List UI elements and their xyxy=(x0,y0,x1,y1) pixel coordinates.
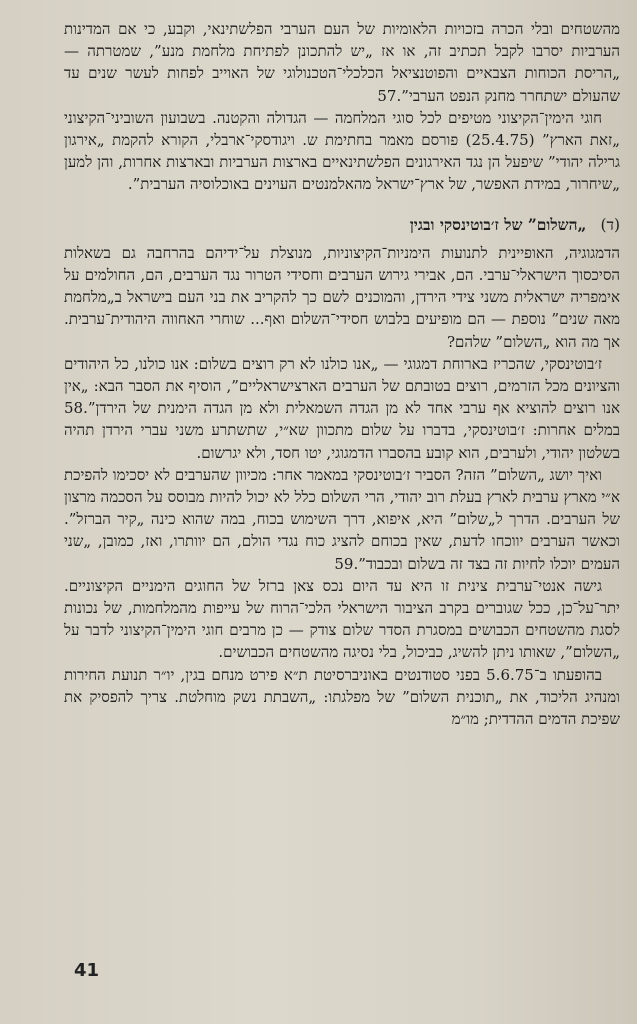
section-letter: (ד) xyxy=(600,215,620,234)
paragraph: הדמגוגיה, האופיינית לתנועות הימניות־הקיצוניות, מנוצלת על־ידיהם בהרחבה גם בשאלות הסיכסוך הישראלי־ערבי. הם, אבירי גירוש הערבים וחסידי הטרור נגד הערבים, הם, החולמים על אימפריה ישראלית משני צידי הירדן, והמוכנים לשם כך להקריב את בני העם בישראל ב„מלחמת מאה שנים” נוספת — הם מופיעים בלבוש חסידי־השלום ואף... שוחרי האחווה היהודית־ערבית. אך מה הוא „השלום” שלהם? xyxy=(64,243,620,351)
text-column xyxy=(64,18,620,730)
paragraph: חוגי הימין־הקיצוני מטיפים לכל סוגי המלחמה — הגדולה והקטנה. בשבועון השוביני־הקיצוני „זאת הארץ” (25.4.75) פורסם מאמר בחתימת ש. ויגודסקי־ארבלי, הקורא להקמת „אירגון גרילה יהודי” שיפעל הן נגד האירגונים הפלשתינאיים בארצות הערביות ובארצות אחרות, והן למען „שיחרור, במידת האפשר, של ארץ־ישראל מהאלמנטים העוינים באוכלוסיה הערבית”. xyxy=(64,108,620,194)
section-heading xyxy=(64,214,620,236)
paragraph-continued: מהשטחים ובלי הכרה בזכויות הלאומיות של העם הערבי הפלשתינאי, וקבע, כי אם המדינות הערביות יסרבו לקבל תכתיב זה, או אז „יש להתכונן לפתיחת מלחמת מנע”, שמטרתה — „הריסת הכוחות הצבאיים והפוטנציאל הכלכלי־הטכנולוגי של האוייב לפחות לעשר שנים עד שהעולם ישתחרר מחנק הנפט הערבי”.57 xyxy=(64,20,620,105)
paragraph: ז׳בוטינסקי, שהכריז בארוחת דמגוגי — „אנו כולנו לא רק רוצים בשלום: אנו כולנו, כל היהודים והציונים מכל הזרמים, רוצים בטובתם של הערבים הארצישראליים”, הוסיף את הסבר הבא: „אין אנו רוצים להוציא אף ערבי אחד לא מן הגדה השמאלית ולא מן הגדה הימנית של הירדן”.58 במלים אחרות: ז׳בוטינסקי, בדברו על שלום מתכוון שא״י, שתשתרע משני עברי הירדן תהיה בשלטון יהודי, ולערבים, הוא קובע בהסברו הדמגוגי, יטו חסד, ולא יגרשום. xyxy=(64,354,621,462)
paragraph: ואיך יושג „השלום” הזה? הסביר ז׳בוטינסקי במאמר אחר: מכיוון שהערבים לא יסכימו להפיכת א״י מארץ ערבית לארץ בעלת רוב יהודי, הרי השלום כלל לא יכול להיות מבוסס על הסכמה מרצון של הערבים. הדרך ל„שלום” היא, איפוא, דרך השימוש בכוח, במה שהוא כינה „קיר הברזל”. וכאשר הערבים יווכחו לדעת, שאין בכוחם להציג כוח נגדי הולם, הם יוותרו, ואז, כמובן, „שני העמים יוכלו לחיות זה בצד זה בשלום ובכבוד”.59 xyxy=(64,465,620,573)
page-number: 41 xyxy=(74,960,100,981)
section-title: „השלום” של ז׳בוטינסקי ובגין xyxy=(409,214,587,234)
paragraph: גישה אנטי־ערבית צינית זו היא עד היום נכס צאן ברזל של החוגים הימניים הקיצוניים. יתר־על־כן, ככל שגוברים בקרב הציבור הישראלי הלכי־הרוח של עייפות מהמלחמות, של נכונות לסגת מהשטחים הכבושים במסגרת הסדר שלום צודק — כן מרבים חוגי הימין־הקיצוני לדבר על „השלום”, שאותו ניתן להשיג, כביכול, בלי נסיגה מהשטחים הכבושים. xyxy=(64,576,620,662)
paragraph: בהופעתו ב־5.6.75 בפני סטודנטים באוניברסיטת ת״א פירט מנחם בגין, יו״ר תנועת החירות ומנהיג הליכוד, את „תוכנית השלום” של מפלגתו: „השבתת נשק מוחלטת. צריך להפסיק את שפיכת הדמים ההדדית; מו״מ xyxy=(64,665,620,729)
